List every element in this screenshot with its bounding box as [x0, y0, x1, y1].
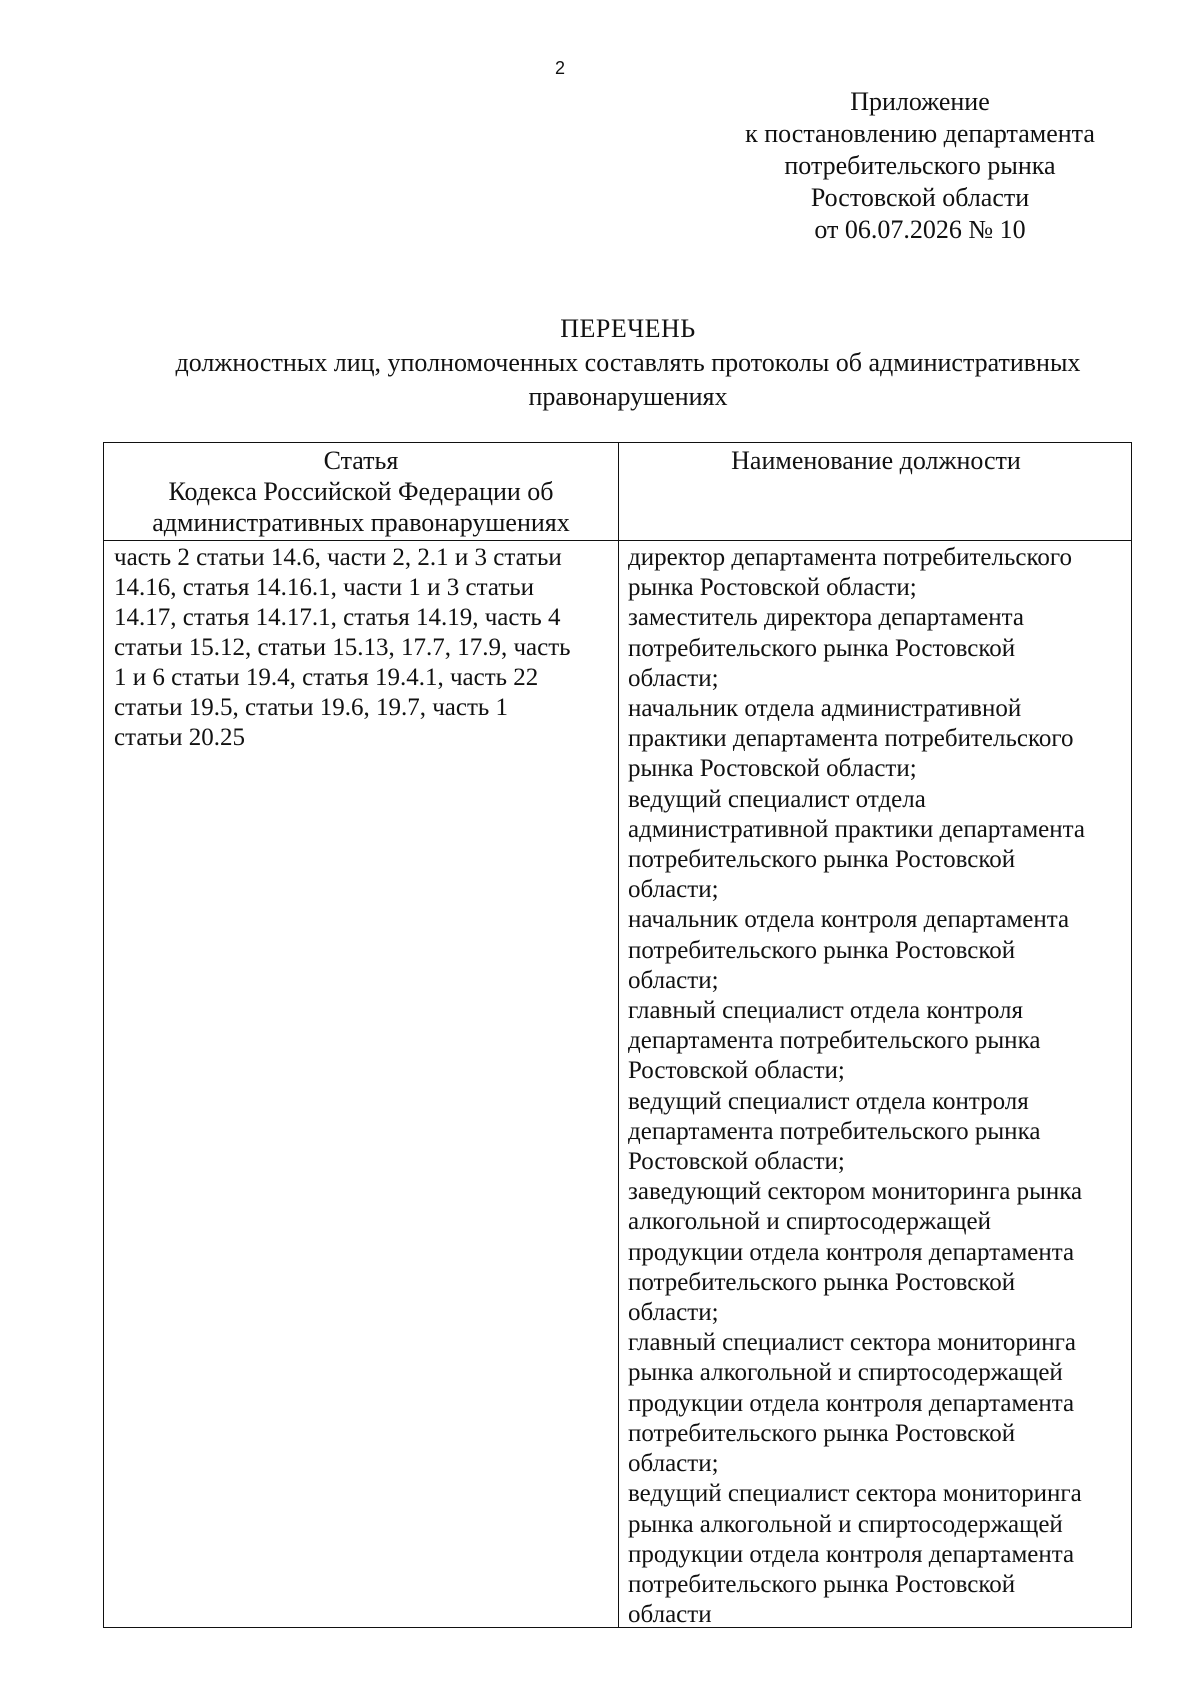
position-line: ведущий специалист сектора мониторинга: [628, 1480, 1082, 1508]
position-line: рынка Ростовской области;: [628, 755, 917, 783]
position-line: главный специалист сектора мониторинга: [628, 1329, 1076, 1357]
appendix-line: Приложение: [850, 87, 990, 116]
position-line: начальник отдела административной: [628, 695, 1022, 723]
position-line: потребительского рынка Ростовской: [628, 1419, 1016, 1447]
position-line: департамента потребительского рынка: [628, 1027, 1041, 1055]
position-line: продукции отдела контроля департамента: [628, 1540, 1075, 1568]
position-line: практики департамента потребительского: [628, 725, 1074, 753]
position-line: области;: [628, 664, 719, 692]
position-line: области;: [628, 1450, 719, 1478]
appendix-line: от 06.07.2026 № 10: [814, 215, 1026, 244]
position-line: потребительского рынка Ростовской: [628, 1268, 1016, 1296]
position-line: области;: [628, 876, 719, 904]
position-line: продукции отдела контроля департамента: [628, 1238, 1075, 1266]
header-article-line: Кодекса Российской Федерации об: [168, 477, 554, 506]
header-article-line: Статья: [323, 446, 399, 475]
title-heading: ПЕРЕЧЕНЬ: [560, 314, 696, 343]
position-line: административной практики департамента: [628, 815, 1085, 843]
position-line: Ростовской области;: [628, 1148, 845, 1176]
position-line: потребительского рынка Ростовской: [628, 936, 1016, 964]
officials-table: [103, 442, 1132, 1628]
column-divider: [618, 443, 619, 1627]
article-line: 14.16, статья 14.16.1, части 1 и 3 статьи: [114, 574, 535, 601]
article-line: статьи 19.5, статьи 19.6, 19.7, часть 1: [114, 694, 509, 721]
position-line: области;: [628, 966, 719, 994]
header-divider: [104, 540, 1131, 541]
position-line: области;: [628, 1299, 719, 1327]
position-line: начальник отдела контроля департамента: [628, 906, 1070, 934]
header-article: [104, 445, 618, 538]
position-line: главный специалист отдела контроля: [628, 997, 1023, 1025]
position-line: рынка алкогольной и спиртосодержащей: [628, 1359, 1063, 1387]
position-line: области: [628, 1601, 712, 1629]
article-line: часть 2 статьи 14.6, части 2, 2.1 и 3 статьи: [114, 544, 562, 571]
appendix-line: потребительского рынка: [784, 151, 1056, 180]
position-line: заведующий сектором мониторинга рынка: [628, 1178, 1083, 1206]
position-line: заместитель директора департамента: [628, 604, 1024, 632]
position-line: рынка Ростовской области;: [628, 574, 917, 602]
header-position: Наименование должности: [731, 446, 1021, 475]
position-line: департамента потребительского рынка: [628, 1117, 1041, 1145]
appendix-line: к постановлению департамента: [745, 119, 1095, 148]
article-line: статьи 20.25: [114, 724, 245, 751]
cell-articles: [114, 543, 614, 753]
position-line: директор департамента потребительского: [628, 544, 1072, 571]
cell-positions: [628, 543, 1128, 1630]
title-line: правонарушениях: [528, 382, 728, 411]
position-line: рынка алкогольной и спиртосодержащей: [628, 1510, 1063, 1538]
position-line: потребительского рынка Ростовской: [628, 846, 1016, 874]
page-number: 2: [554, 58, 565, 78]
position-line: ведущий специалист отдела: [628, 785, 926, 813]
position-line: потребительского рынка Ростовской: [628, 634, 1016, 662]
article-line: 14.17, статья 14.17.1, статья 14.19, часть 4: [114, 604, 561, 631]
article-line: статьи 15.12, статьи 15.13, 17.7, 17.9, часть: [114, 634, 571, 661]
appendix-line: Ростовской области: [810, 183, 1030, 212]
position-line: алкогольной и спиртосодержащей: [628, 1208, 992, 1236]
title-line: должностных лиц, уполномоченных составлять протоколы об административных: [175, 348, 1081, 377]
header-article-line: административных правонарушениях: [152, 508, 570, 537]
article-line: 1 и 6 статьи 19.4, статья 19.4.1, часть 22: [114, 664, 539, 691]
appendix-header: [690, 86, 1150, 246]
position-line: потребительского рынка Ростовской: [628, 1570, 1016, 1598]
position-line: Ростовской области;: [628, 1057, 845, 1085]
document-title: [60, 312, 1196, 414]
position-line: продукции отдела контроля департамента: [628, 1389, 1075, 1417]
position-line: ведущий специалист отдела контроля: [628, 1087, 1029, 1115]
